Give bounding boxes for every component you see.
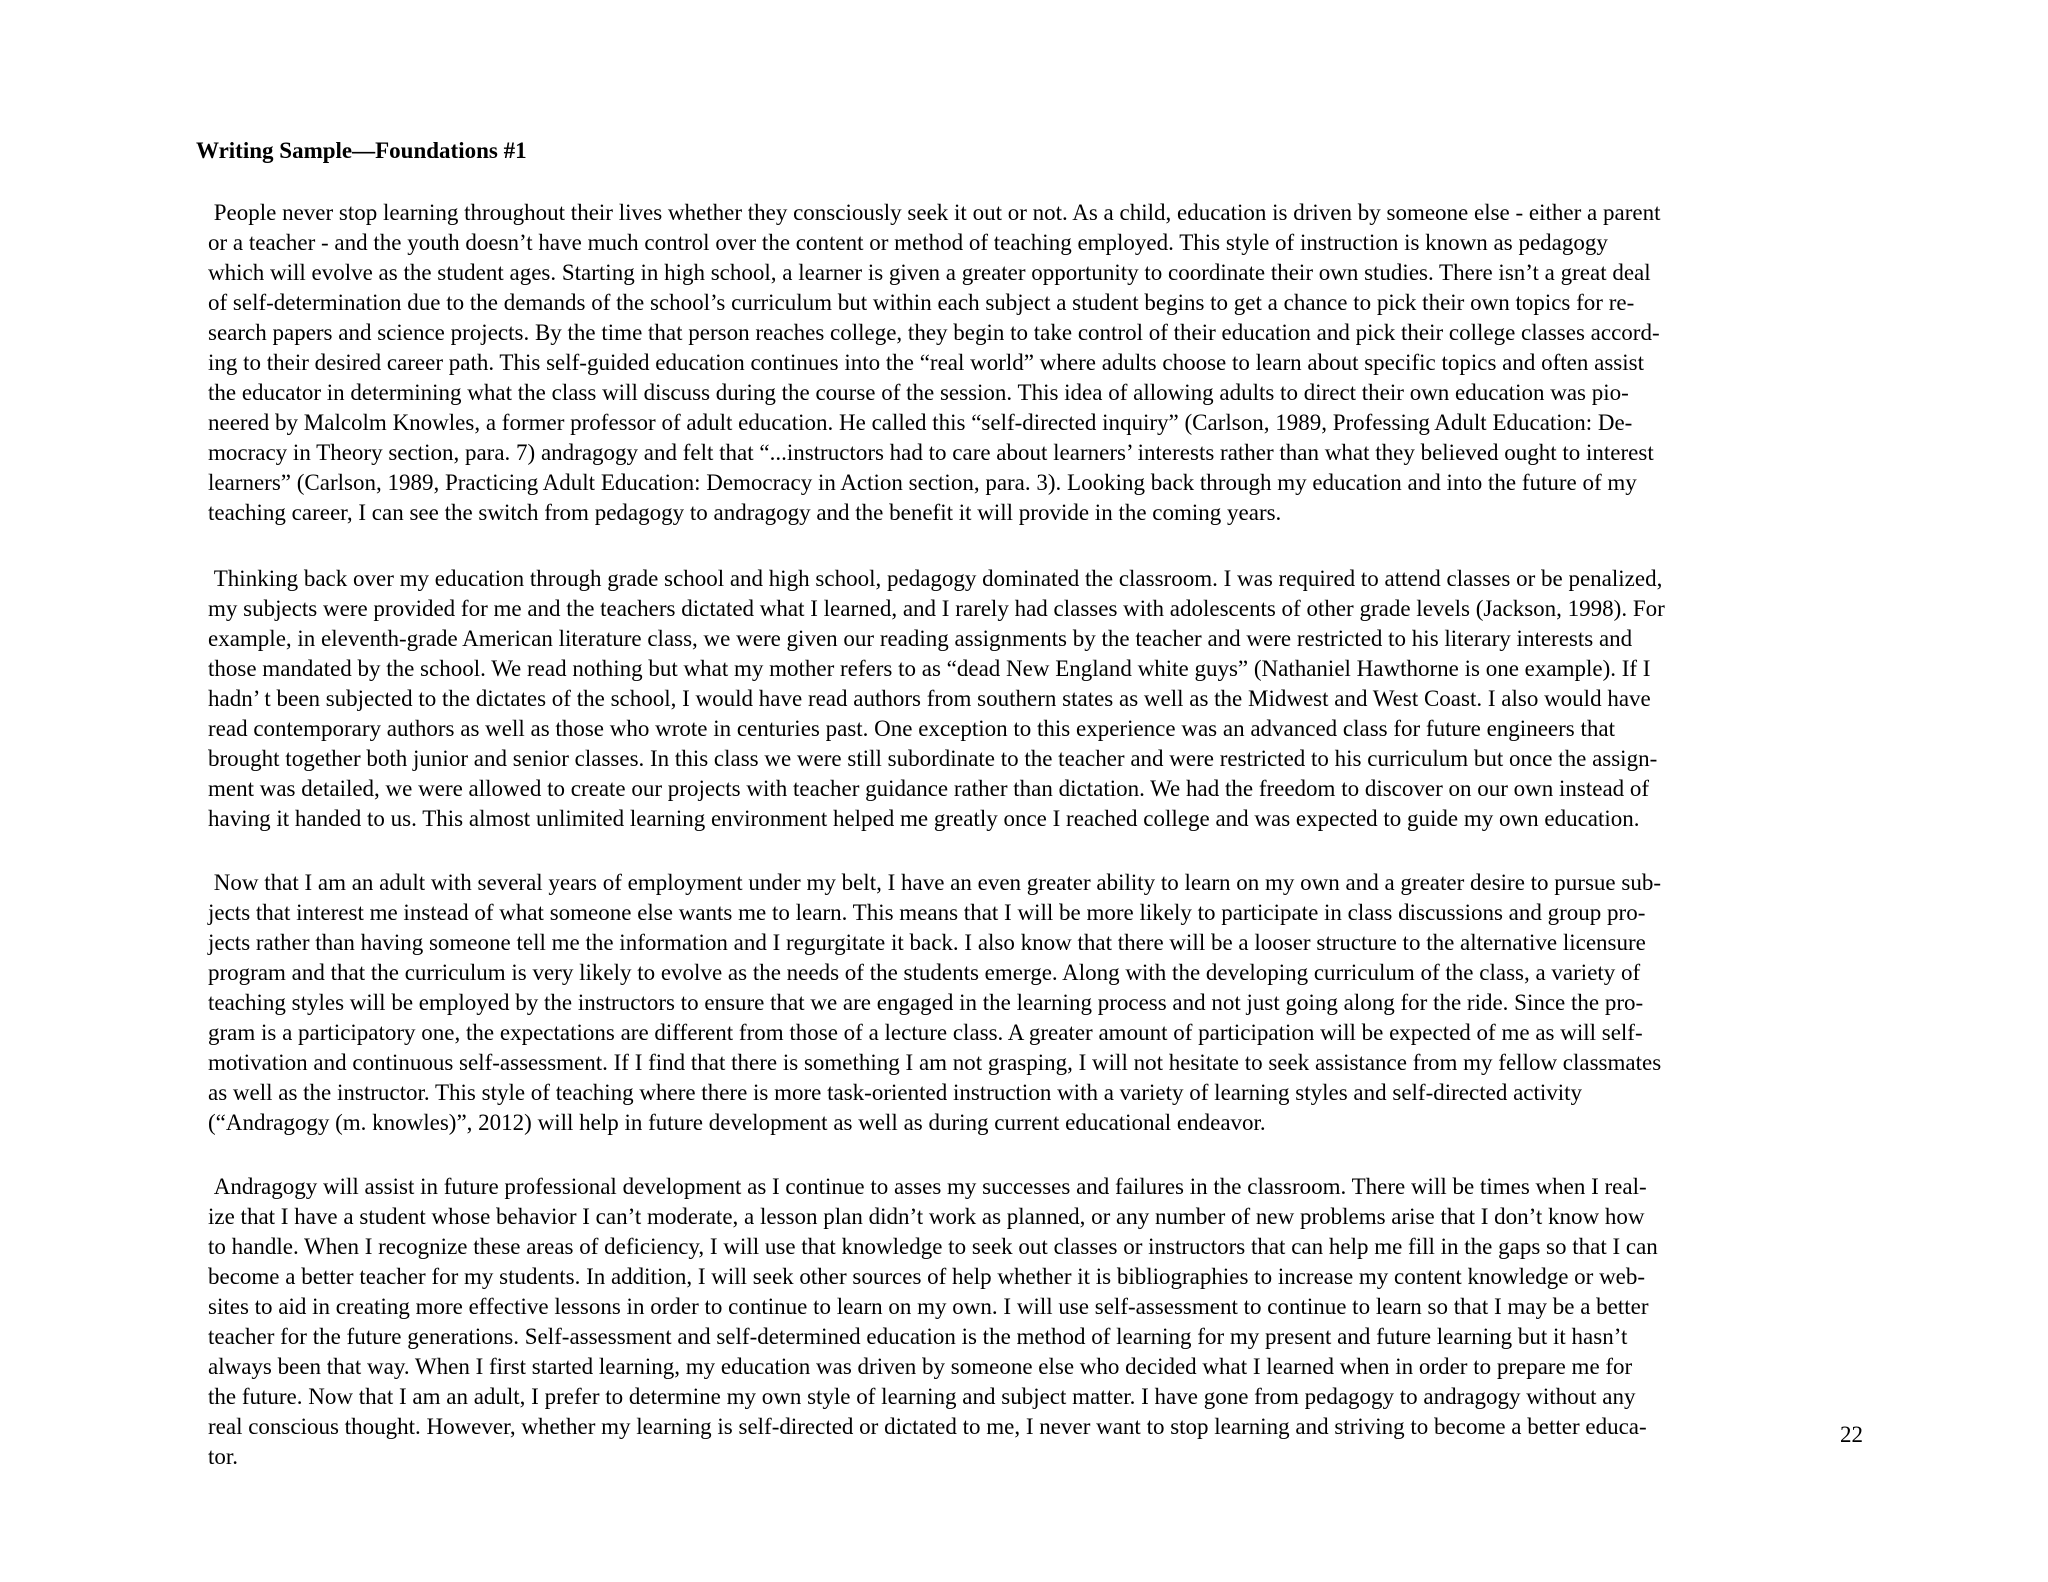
text-line: (“Andragogy (m. knowles)”, 2012) will help in future development as well as during current educational endeavor. (208, 1110, 1266, 1135)
text-line: mocracy in Theory section, para. 7) andragogy and felt that “...instructors had to care about learners’ interests rather than what they believed ought to interest (208, 440, 1654, 465)
text-line: or a teacher - and the youth doesn’t have much control over the content or method of teaching employed. This style of instruction is known as pedagogy (208, 230, 1608, 255)
text-line: teacher for the future generations. Self-assessment and self-determined education is the method of learning for my present and future learning but it hasn’t (208, 1324, 1628, 1349)
paragraph-4 (208, 1172, 1868, 1472)
text-line: teaching styles will be employed by the instructors to ensure that we are engaged in the learning process and not just going along for the ride. Since the pro- (208, 990, 1644, 1015)
text-line: teaching career, I can see the switch from pedagogy to andragogy and the benefit it will provide in the coming years. (208, 500, 1282, 525)
paragraph-3 (208, 868, 1868, 1138)
text-line: ment was detailed, we were allowed to create our projects with teacher guidance rather than dictation. We had the freedom to discover on our own instead of (208, 776, 1650, 801)
paragraph-1 (208, 198, 1868, 528)
text-line: sites to aid in creating more effective lessons in order to continue to learn on my own. I will use self-assessment to continue to learn so that I may be a better (208, 1294, 1649, 1319)
text-line: tor. (208, 1444, 239, 1469)
text-line: the future. Now that I am an adult, I prefer to determine my own style of learning and subject matter. I have gone from pedagogy to andragogy without any (208, 1384, 1636, 1409)
text-line: of self-determination due to the demands of the school’s curriculum but within each subject a student begins to get a chance to pick their own topics for re- (208, 290, 1635, 315)
paragraph-2 (208, 564, 1868, 834)
text-line: the educator in determining what the class will discuss during the course of the session. This idea of allowing adults to direct their own education was pio- (208, 380, 1629, 405)
text-line: having it handed to us. This almost unlimited learning environment helped me greatly once I reached college and was expected to guide my own education. (208, 806, 1640, 831)
text-line: as well as the instructor. This style of teaching where there is more task-oriented instruction with a variety of learning styles and self-directed activity (208, 1080, 1583, 1105)
text-line: read contemporary authors as well as those who wrote in centuries past. One exception to this experience was an advanced class for future engineers that (208, 716, 1615, 741)
document-title: Writing Sample—Foundations #1 (196, 138, 527, 163)
text-line: always been that way. When I first started learning, my education was driven by someone else who decided what I learned when in order to prepare me for (208, 1354, 1633, 1379)
text-line: brought together both junior and senior classes. In this class we were still subordinate to the teacher and were restricted to his curriculum but once the assign- (208, 746, 1658, 771)
text-line: my subjects were provided for me and the teachers dictated what I learned, and I rarely had classes with adolescents of other grade levels (Jackson, 1998). For (208, 596, 1665, 621)
text-line: to handle. When I recognize these areas of deficiency, I will use that knowledge to seek out classes or instructors that can help me fill in the gaps so that I can (208, 1234, 1658, 1259)
text-line: Now that I am an adult with several years of employment under my belt, I have an even greater ability to learn on my own and a greater desire to pursue sub- (208, 870, 1661, 895)
text-line: jects that interest me instead of what someone else wants me to learn. This means that I will be more likely to participate in class discussions and group pro- (208, 900, 1646, 925)
text-line: program and that the curriculum is very likely to evolve as the needs of the students emerge. Along with the developing curriculum of the class, a variety of (208, 960, 1641, 985)
page-number: 22 (1840, 1422, 1863, 1447)
text-line: real conscious thought. However, whether my learning is self-directed or dictated to me, I never want to stop learning and striving to become a better educa- (208, 1414, 1647, 1439)
text-line: Thinking back over my education through grade school and high school, pedagogy dominated the classroom. I was required to attend classes or be penalized, (208, 566, 1663, 591)
text-line: gram is a participatory one, the expectations are different from those of a lecture class. A greater amount of participation will be expected of me as will self- (208, 1020, 1643, 1045)
text-line: which will evolve as the student ages. Starting in high school, a learner is given a greater opportunity to coordinate their own studies. There isn’t a great deal (208, 260, 1651, 285)
text-line: motivation and continuous self-assessment. If I find that there is something I am not grasping, I will not hesitate to seek assistance from my fellow classmates (208, 1050, 1662, 1075)
text-line: learners” (Carlson, 1989, Practicing Adult Education: Democracy in Action section, para. 3). Looking back through my education and into the future of my (208, 470, 1637, 495)
text-line: become a better teacher for my students. In addition, I will seek other sources of help whether it is bibliographies to increase my content knowledge or web- (208, 1264, 1646, 1289)
text-line: those mandated by the school. We read nothing but what my mother refers to as “dead New England white guys” (Nathaniel Hawthorne is one example). If I (208, 656, 1651, 681)
text-line: Andragogy will assist in future professional development as I continue to asses my successes and failures in the classroom. There will be times when I real- (208, 1174, 1647, 1199)
text-line: jects rather than having someone tell me the information and I regurgitate it back. I also know that there will be a looser structure to the alternative licensure (208, 930, 1646, 955)
text-line: example, in eleventh-grade American literature class, we were given our reading assignments by the teacher and were restricted to his literary interests and (208, 626, 1633, 651)
text-line: hadn’ t been subjected to the dictates of the school, I would have read authors from southern states as well as the Midwest and West Coast. I also would have (208, 686, 1651, 711)
text-line: ing to their desired career path. This self-guided education continues into the “real world” where adults choose to learn about specific topics and often assist (208, 350, 1644, 375)
text-line: ize that I have a student whose behavior I can’t moderate, a lesson plan didn’t work as planned, or any number of new problems arise that I don’t know how (208, 1204, 1645, 1229)
text-line: neered by Malcolm Knowles, a former professor of adult education. He called this “self-directed inquiry” (Carlson, 1989, Professing Adult Education: De- (208, 410, 1633, 435)
text-line: search papers and science projects. By the time that person reaches college, they begin to take control of their education and pick their college classes accord- (208, 320, 1660, 345)
text-line: People never stop learning throughout their lives whether they consciously seek it out or not. As a child, education is driven by someone else - either a parent (208, 200, 1661, 225)
